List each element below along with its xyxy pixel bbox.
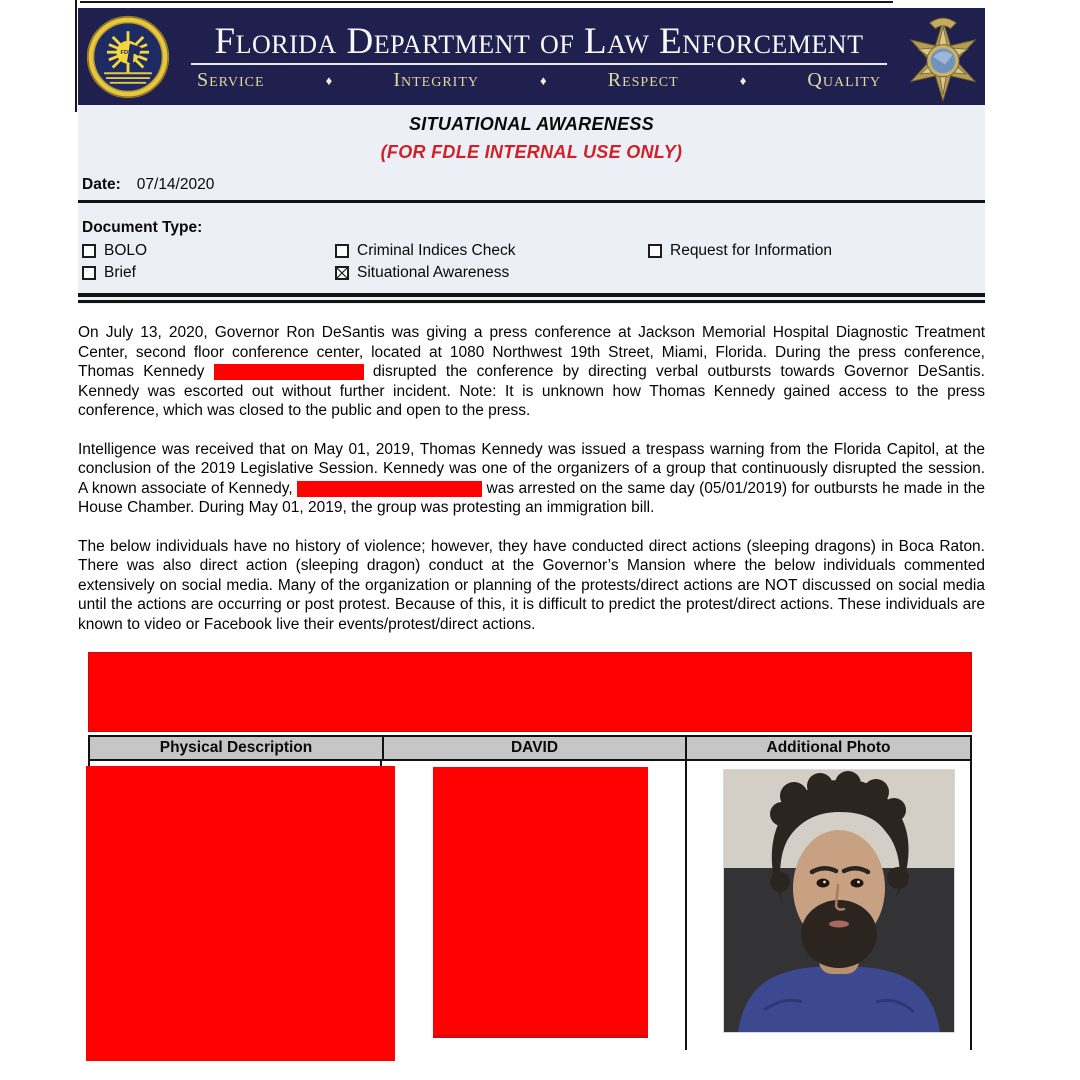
motto-word: Respect <box>607 68 679 91</box>
scan-artifact-left-line <box>75 0 77 112</box>
paragraph-text: disrupted the conference by directing verbal outbursts towards Governor DeSantis. Kennedy was escorted out without further incident. Note: It is unknown how Thomas Kennedy gained access to the press conference, which was closed to the public and open to the press. <box>78 363 985 419</box>
paragraph-text: Intelligence was received that on May 01, 2019, Thomas Kennedy was issued a trespass warning from the Florida Capitol, at the conclusion of the 2019 Legislative Session. Kennedy was one of the organizers of a group that continuously disrupted the session. A known associate of Kennedy, <box>78 440 985 497</box>
paragraph-text: The below individuals have no history of violence; however, they have conducted direct actions (sleeping dragons) in Boca Raton. There was also direct action (sleeping dragon) conduct at the Governor’s Mansion where the below individuals commented extensively on social media. Many of the organization or planning of the protests/direct actions are NOT discussed on social media until the actions are occurring or post protest. Because of this, it is difficult to predict the protest/direct actions. These individuals are known to video or Facebook live their events/protest/direct actions. <box>78 537 985 633</box>
paragraph-text: was arrested on the same day (05/01/2019) for outbursts he made in the House Chamber. During May 01, 2019, the group was protesting an immigration bill. <box>78 479 985 516</box>
double-horizontal-rule <box>78 293 985 303</box>
internal-use-notice: (FOR FDLE INTERNAL USE ONLY) <box>380 142 683 162</box>
diamond-separator-icon: ♦ <box>540 72 547 88</box>
fdle-seal-icon <box>85 14 171 100</box>
redaction-block-david <box>433 767 648 1038</box>
subject-table-header <box>88 735 972 761</box>
motto-word: Service <box>197 68 265 91</box>
checkbox-label: Brief <box>104 264 136 281</box>
checkbox-label: Request for Information <box>670 242 832 259</box>
banner-divider <box>191 63 887 65</box>
checkbox-criminal-indices-check <box>335 240 648 262</box>
document-title: SITUATIONAL AWARENESS <box>409 114 654 134</box>
date-row <box>82 176 985 194</box>
checkbox-request-for-information <box>648 240 985 262</box>
intelligence-paragraph <box>78 440 985 518</box>
subject-table-body <box>88 761 972 1050</box>
subject-photo <box>724 770 954 1032</box>
column-header-additional-photo: Additional Photo <box>685 737 970 759</box>
column-header-david: DAVID <box>382 737 685 759</box>
horizontal-rule <box>78 200 985 203</box>
date-value: 07/14/2020 <box>136 176 215 193</box>
document-type-options <box>82 240 985 284</box>
table-column-divider <box>685 761 687 1050</box>
date-label: Date: <box>82 176 121 193</box>
checkbox-unchecked-icon <box>82 266 96 280</box>
motto-row <box>177 69 901 92</box>
checkbox-unchecked-icon <box>648 244 662 258</box>
banner-text-block <box>171 22 907 92</box>
fdle-badge-icon <box>907 11 979 103</box>
scan-artifact-top-line <box>80 1 893 3</box>
assessment-paragraph <box>78 537 985 635</box>
checkbox-brief <box>82 262 335 284</box>
redaction-block <box>214 364 364 380</box>
redaction-block <box>297 481 482 497</box>
document-type-label: Document Type: <box>82 219 203 236</box>
motto-word: Integrity <box>393 68 479 91</box>
agency-name: Florida Department of Law Enforcement <box>214 20 864 62</box>
column-header-physical-description: Physical Description <box>159 739 313 756</box>
checkbox-bolo <box>82 240 335 262</box>
paragraph-text: On July 13, 2020, Governor Ron DeSantis was giving a press conference at Jackson Memorial Hospital Diagnostic Treatment Center, second floor conference center, located at 1080 Northwest 19th Street, Miami, Florida. During the press conference, Thomas Kennedy <box>78 324 985 380</box>
checkbox-label: Situational Awareness <box>357 264 510 281</box>
table-border <box>970 761 972 1050</box>
checkbox-checked-icon <box>335 266 349 280</box>
redaction-block-physical-description <box>86 766 395 1061</box>
redaction-block-subject-name <box>88 652 972 732</box>
checkbox-unchecked-icon <box>335 244 349 258</box>
motto-word: Quality <box>807 68 881 91</box>
svg-text:FDLE: FDLE <box>120 49 136 56</box>
checkbox-unchecked-icon <box>82 244 96 258</box>
agency-banner <box>78 8 985 105</box>
subject-table <box>88 735 972 1050</box>
checkbox-situational-awareness <box>335 262 648 284</box>
form-header-area <box>78 8 985 304</box>
checkbox-label: Criminal Indices Check <box>357 242 516 259</box>
incident-paragraph <box>78 323 985 421</box>
diamond-separator-icon: ♦ <box>325 72 333 88</box>
checkbox-label: BOLO <box>104 242 148 259</box>
diamond-separator-icon: ♦ <box>739 72 747 88</box>
bulletin-body <box>78 323 985 1050</box>
